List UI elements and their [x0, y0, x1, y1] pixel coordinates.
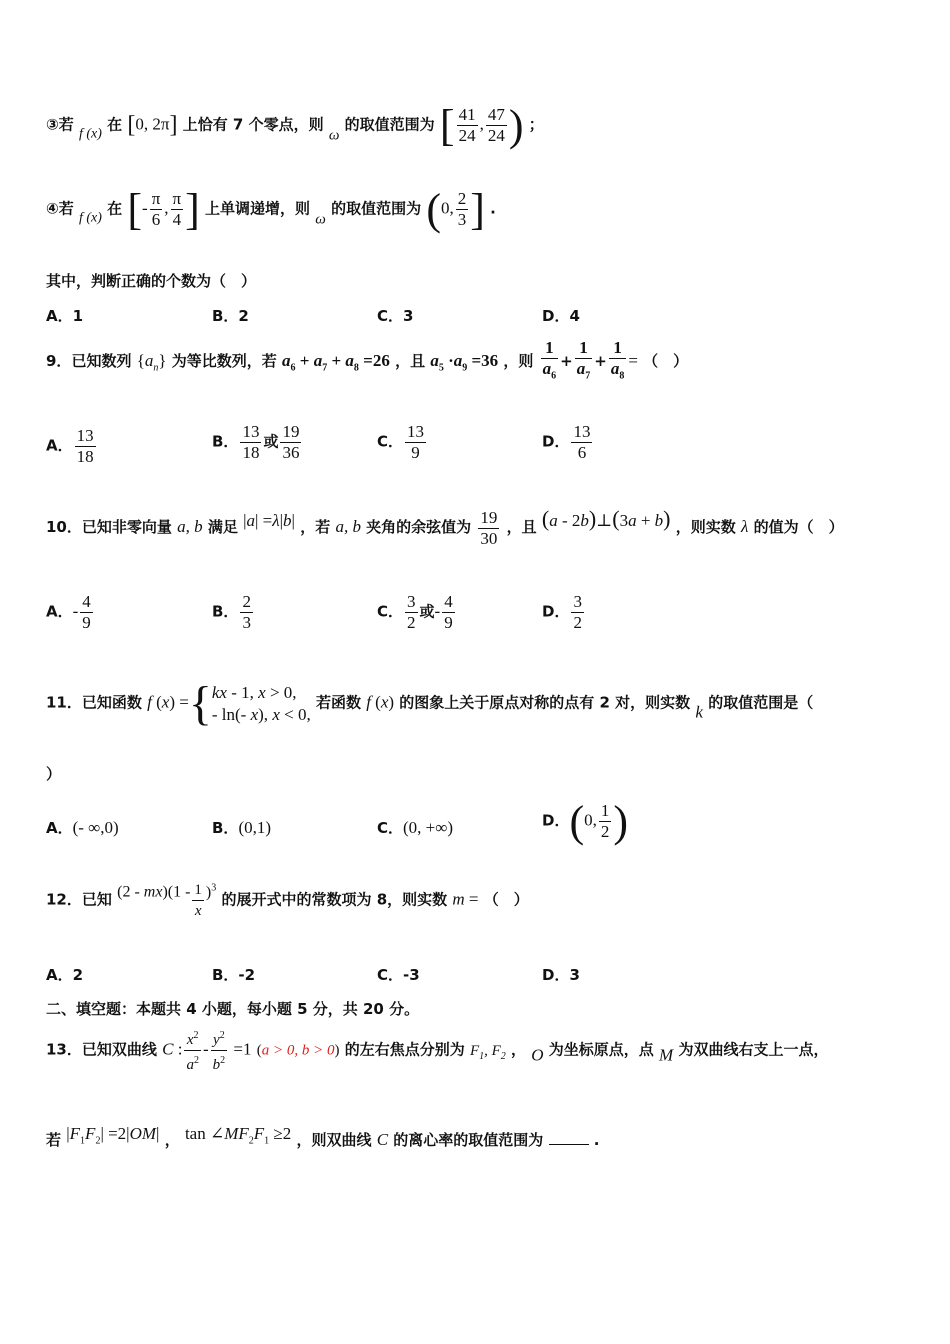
condition-text: a > 0, b > 0 — [261, 1042, 335, 1059]
answer-blank[interactable] — [549, 1130, 589, 1145]
q11-option-a: A．(- ∞,0) — [46, 818, 119, 837]
q10-option-d: D． $\frac{3}{2}$ — [542, 592, 582, 632]
q10-option-c: C． $\frac{3}{2}$ 或- $\frac{4}{9}$ — [377, 592, 453, 632]
q8-option-d: D．4 — [542, 307, 580, 325]
question-9: 9．已知数列 $\{a_n\}$ 为等比数列，若 $a_6 + a_7 + a_8 =26$ ，且 $a_5 \cdot a_9 =36$ ，则 $\frac{1}{a_6}$ + $\frac{1}{a_7}$ + $\frac{1}{a_8}$ = （ ） — [46, 338, 689, 382]
section-heading: 二、填空题：本题共 4 小题，每小题 5 分，共 20 分。 — [46, 1000, 420, 1018]
q12-option-c: C．-3 — [377, 966, 420, 984]
question-12: 12．已知 (2 - mx)(1 - $\frac{1}{x}$ )$^3$ 的展开式中的常数项为 8，则实数 m = （ ） — [46, 882, 529, 919]
q10-option-b: B． $\frac{2}{3}$ — [212, 592, 251, 632]
q9-option-a: A． $\frac{13}{18}$ — [46, 426, 94, 466]
q8-option-c: C．3 — [377, 307, 414, 325]
q12-option-d: D．3 — [542, 966, 580, 984]
question-8-stem: 其中，判断正确的个数为（ ） — [46, 272, 257, 290]
question-10: 10．已知非零向量 a, b 满足 |a| =λ|b| ，若 a, b 夹角的余弦值为 $\frac{19}{30}$ ，且 (a - 2b)⊥(3a + b) ，则实数 λ 的值为（ ） — [46, 506, 844, 548]
q10-option-a: A．- $\frac{4}{9}$ — [46, 592, 91, 632]
q11-option-c: C．(0, +∞) — [377, 818, 454, 837]
q9-option-d: D． $\frac{13}{6}$ — [542, 422, 591, 462]
q11-option-d: D．(0, $\frac{1}{2}$ ) — [542, 797, 629, 846]
question-11: 11．已知函数 f (x) ={kx - 1, x > 0, - ln(- x), x < 0, 若函数 f (x) 的图象上关于原点对称的点有 2 对，则实数 k 的取值范围是（ — [46, 677, 814, 730]
question-13: 13．已知双曲线 C : $\frac{x^2}{a^2}$ - $\frac{y^2}{b^2}$ =1 (a > 0, b > 0) 的左右焦点分别为 $F_1$, $F_2$ ， O 为坐标原点，点 M 为双曲线右支上一点， — [46, 1026, 828, 1075]
q12-option-b: B．-2 — [212, 966, 256, 984]
q12-option-a: A．2 — [46, 966, 84, 984]
q9-option-b: B． $\frac{13}{18}$ 或 $\frac{19}{36}$ — [212, 422, 300, 462]
statement-4: ④若 f (x) 在 [- $\frac{\pi}{6}$ , $\frac{\pi}{4}$ ] 上单调递增，则 ω 的取值范围为 (0, $\frac{2}{3}$ ] . — [46, 185, 496, 234]
q8-option-b: B．2 — [212, 307, 249, 325]
q9-option-c: C． $\frac{13}{9}$ — [377, 422, 425, 462]
statement-3: ③若 f (x) 在 [0, 2π] 上恰有 7 个零点，则 ω 的取值范围为 [ $\frac{41}{24}$ , $\frac{47}{24}$ ) ； — [46, 101, 544, 150]
q8-option-a: A．1 — [46, 307, 84, 325]
question-13-cont: 若 $|F_1F_2| =2|OM|$ ， $\tan \angle MF_2F_1 \ge 2$ ，则双曲线 C 的离心率的取值范围为 . — [46, 1124, 600, 1149]
question-11-close: ） — [46, 765, 62, 783]
q11-option-b: B．(0,1) — [212, 818, 272, 837]
